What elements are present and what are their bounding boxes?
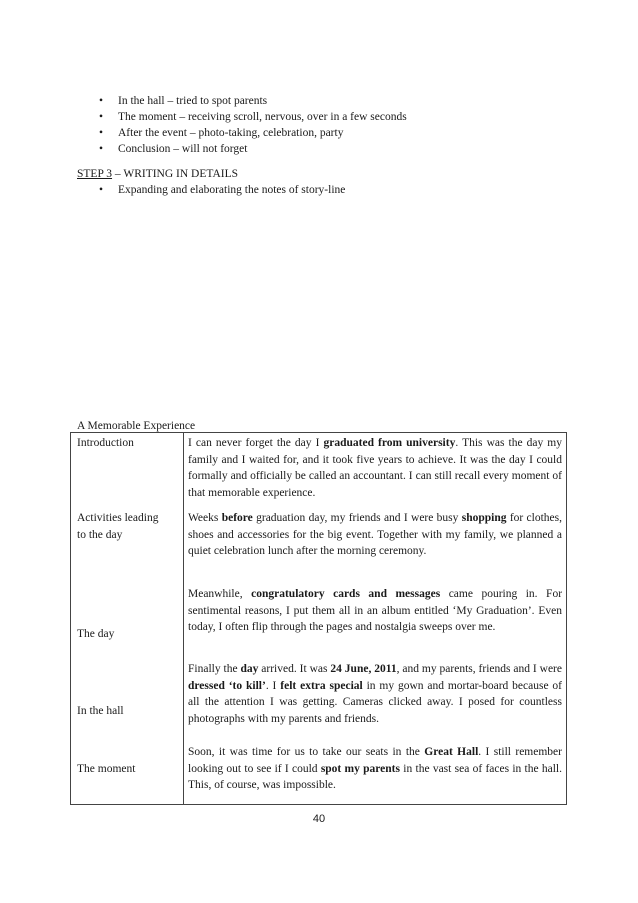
step3-heading (77, 166, 238, 182)
label-the-day: The day (77, 628, 115, 640)
text-run: . I (265, 679, 281, 692)
text-run: Weeks (188, 512, 222, 524)
text-run: graduation day, my friends and I were busy (252, 512, 462, 524)
text-run: for clothes, shoes and accessories for the big event. Together with my family, we planned a quiet celebration lunch after the morning ceremony. (188, 512, 563, 557)
section-title: A Memorable Experience (77, 420, 196, 432)
bullet-item: • The moment – receiving scroll, nervous, over in a few seconds (99, 109, 407, 125)
paragraph-activities (188, 510, 562, 560)
label-activities-line1: Activities leading (77, 512, 159, 524)
essay-table (70, 432, 567, 805)
label-activities-line2: to the day (77, 529, 123, 541)
text-run: Finally the (188, 663, 241, 675)
paragraph-introduction (188, 435, 562, 501)
step3-label: STEP 3 (77, 168, 113, 180)
bullet-item: • After the event – photo-taking, celebration, party (99, 125, 407, 141)
label-in-the-hall: In the hall (77, 705, 124, 717)
paragraph-the-moment (188, 744, 562, 794)
bold-phrase: felt extra special (280, 679, 363, 692)
bold-phrase: dressed ‘to kill’ (188, 679, 266, 692)
column-divider (183, 433, 184, 804)
page-number: 40 (312, 813, 326, 825)
step3-title: – WRITING IN DETAILS (112, 168, 239, 180)
bold-phrase: graduated from university (323, 437, 456, 449)
text-run: Soon, it was time for us to take our seats in the (188, 746, 425, 758)
bold-phrase: shopping (461, 512, 507, 524)
bullet-item: • Conclusion – will not forget (99, 141, 407, 157)
label-introduction: Introduction (77, 437, 134, 449)
bullet-item: • Expanding and elaborating the notes of story-line (99, 182, 345, 198)
paragraph-the-day (188, 661, 562, 727)
story-line-bullets (99, 93, 407, 157)
step3-bullets (99, 182, 345, 198)
bold-phrase: congratulatory cards and messages (251, 588, 441, 600)
text-run: . I still remember looking out to see if I could (188, 746, 562, 775)
bold-phrase: day (240, 663, 259, 675)
paragraph-cards (188, 586, 562, 636)
bold-phrase: Great Hall (424, 746, 479, 758)
label-the-moment: The moment (77, 763, 136, 775)
text-run: arrived. It was (258, 663, 331, 675)
bold-phrase: spot my parents (320, 762, 400, 775)
bold-phrase: 24 June, 2011 (330, 663, 397, 675)
text-run: I can never forget the day I (188, 437, 324, 449)
bold-phrase: before (221, 512, 253, 524)
text-run: in my gown and mortar-board because of all the attention I was getting. Cameras clicked away. I posed for countless photographs with my parents and friends. (188, 679, 562, 725)
text-run: in the vast sea of faces in the hall. This, of course, was impossible. (188, 762, 562, 791)
text-run: came pouring in. For sentimental reasons, I put them all in an album entitled ‘My Graduation’. Even today, I often flip through the pages and nostalgia sweeps over me. (188, 588, 563, 633)
text-run: , and my parents, friends and I were (396, 663, 562, 675)
bullet-item: • In the hall – tried to spot parents (99, 93, 407, 109)
text-run: . This was the day my family and I waited for, and it took five years to achieve. It was the day I could formally and officially be called an accountant. I can still recall every moment of that memorable experience. (188, 437, 562, 499)
text-run: Meanwhile, (188, 588, 252, 600)
